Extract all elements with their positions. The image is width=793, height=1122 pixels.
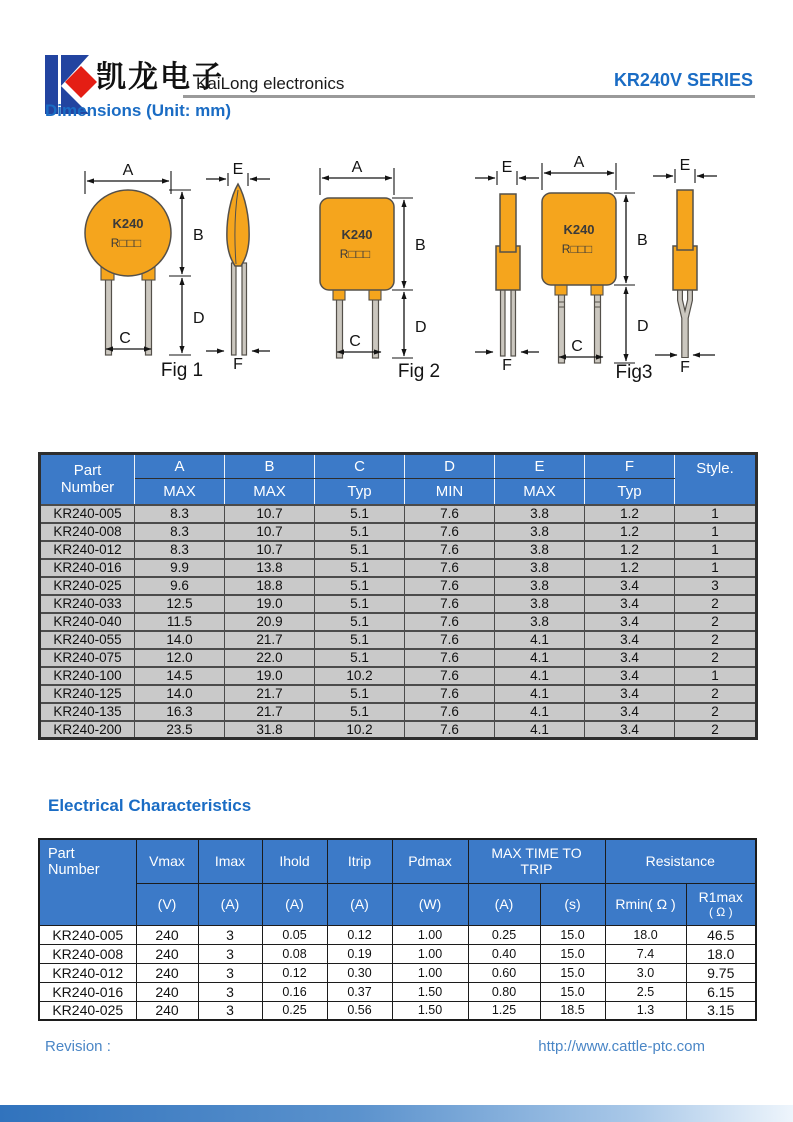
fig3-caption: Fig3 [615, 362, 653, 383]
part-number-cell: KR240-008 [40, 523, 135, 541]
data-cell: 3.15 [686, 1001, 756, 1020]
col-subheader-f: Typ [585, 479, 675, 505]
data-cell: 0.56 [327, 1001, 392, 1020]
lead [106, 274, 112, 355]
data-cell: 3.8 [495, 505, 585, 523]
dim-label-b: B [637, 232, 648, 249]
col-header-vmax: Vmax [136, 839, 198, 883]
data-cell: 1 [675, 523, 757, 541]
dim-label-f: F [233, 356, 243, 373]
component-body-rect [542, 193, 616, 285]
data-cell: 14.0 [135, 631, 225, 649]
data-cell: 15.0 [540, 963, 605, 982]
col-header-max-time-to-trip [468, 839, 605, 883]
data-cell: 1.2 [585, 541, 675, 559]
unit-r1max [686, 883, 756, 925]
col-header-number: Number [60, 479, 115, 497]
data-cell: 5.1 [315, 685, 405, 703]
unit-v: (V) [136, 883, 198, 925]
data-cell: 4.1 [495, 721, 585, 739]
table-row [40, 631, 757, 649]
table-row [40, 613, 757, 631]
marking-line2: R□□□ [561, 242, 593, 256]
data-cell: 1.25 [468, 1001, 540, 1020]
data-cell: 13.8 [225, 559, 315, 577]
table-row [40, 667, 757, 685]
data-cell: 3.4 [585, 631, 675, 649]
col-header-f: F [585, 454, 675, 479]
data-cell: 2 [675, 721, 757, 739]
data-cell: 1 [675, 559, 757, 577]
data-cell: 5.1 [315, 541, 405, 559]
data-cell: 0.12 [262, 963, 327, 982]
data-cell: 4.1 [495, 649, 585, 667]
data-cell: 7.6 [405, 595, 495, 613]
col-header-part: Part [73, 462, 102, 480]
data-cell: 3.8 [495, 523, 585, 541]
table-row [39, 944, 756, 963]
data-cell: 3.8 [495, 595, 585, 613]
table-row [39, 925, 756, 944]
data-cell: 3 [198, 944, 262, 963]
data-cell: 7.6 [405, 667, 495, 685]
data-cell: 0.08 [262, 944, 327, 963]
data-cell: 3.4 [585, 703, 675, 721]
col-header-itrip: Itrip [327, 839, 392, 883]
data-cell: 9.9 [135, 559, 225, 577]
marking-line2: R□□□ [110, 236, 142, 250]
dim-label-a: A [351, 159, 363, 176]
data-cell: 3 [675, 577, 757, 595]
data-cell: 16.3 [135, 703, 225, 721]
part-number-cell: KR240-075 [40, 649, 135, 667]
data-cell: 3.4 [585, 613, 675, 631]
data-cell: 3.8 [495, 541, 585, 559]
dim-label-c: C [349, 333, 361, 350]
dim-label-e: E [232, 161, 244, 178]
data-cell: 2 [675, 631, 757, 649]
component-body-disc [85, 190, 171, 276]
col-header-part: Part [48, 846, 75, 862]
data-cell: 7.6 [405, 577, 495, 595]
table-row [40, 559, 757, 577]
data-cell: 12.5 [135, 595, 225, 613]
data-cell: 2 [675, 649, 757, 667]
data-cell: 18.0 [686, 944, 756, 963]
data-cell: 0.05 [262, 925, 327, 944]
fig3-side-view [653, 157, 717, 376]
marking-line2: R□□□ [339, 247, 371, 261]
data-cell: 4.1 [495, 667, 585, 685]
table-row [39, 982, 756, 1001]
data-cell: 21.7 [225, 703, 315, 721]
fig2-side-view [475, 159, 539, 374]
table-row [39, 963, 756, 982]
col-subheader-b: MAX [225, 479, 315, 505]
data-cell: 6.15 [686, 982, 756, 1001]
data-cell: 2 [675, 685, 757, 703]
part-number-cell: KR240-025 [39, 1001, 136, 1020]
data-cell: 0.25 [262, 1001, 327, 1020]
data-cell: 3.8 [495, 559, 585, 577]
data-cell: 3.4 [585, 667, 675, 685]
part-number-cell: KR240-012 [39, 963, 136, 982]
data-cell: 15.0 [540, 982, 605, 1001]
data-cell: 18.0 [605, 925, 686, 944]
data-cell: 19.0 [225, 667, 315, 685]
marking-line1: K240 [112, 216, 144, 231]
fig3-front-view [542, 154, 652, 383]
dim-label-f: F [502, 357, 512, 374]
data-cell: 7.6 [405, 685, 495, 703]
data-cell: 3.4 [585, 721, 675, 739]
data-cell: 7.6 [405, 649, 495, 667]
data-cell: 7.6 [405, 703, 495, 721]
data-cell: 2 [675, 595, 757, 613]
data-cell: 4.1 [495, 631, 585, 649]
dim-label-e: E [679, 157, 691, 174]
marking-line1: K240 [563, 222, 595, 237]
data-cell: 10.7 [225, 523, 315, 541]
unit-w: (W) [392, 883, 468, 925]
component-body-rect [320, 198, 394, 290]
data-cell: 3 [198, 982, 262, 1001]
col-subheader-a: MAX [135, 479, 225, 505]
data-cell: 3.8 [495, 613, 585, 631]
unit-s: (s) [540, 883, 605, 925]
part-number-cell: KR240-005 [40, 505, 135, 523]
data-cell: 4.1 [495, 685, 585, 703]
bottom-bar [0, 1105, 793, 1122]
header-rule [183, 95, 755, 98]
data-cell: 5.1 [315, 649, 405, 667]
data-cell: 240 [136, 982, 198, 1001]
fig2-front-view [320, 159, 440, 382]
part-number-cell: KR240-016 [39, 982, 136, 1001]
data-cell: 14.0 [135, 685, 225, 703]
part-number-cell: KR240-125 [40, 685, 135, 703]
unit-a: (A) [327, 883, 392, 925]
data-cell: 5.1 [315, 631, 405, 649]
data-cell: 3.4 [585, 595, 675, 613]
data-cell: 1.2 [585, 559, 675, 577]
data-cell: 240 [136, 925, 198, 944]
table-row [39, 1001, 756, 1020]
dim-label-b: B [415, 237, 426, 254]
data-cell: 7.6 [405, 613, 495, 631]
part-number-cell: KR240-200 [40, 721, 135, 739]
company-name: KaiLong electronics [196, 74, 345, 93]
data-cell: 1.00 [392, 963, 468, 982]
revision-label: Revision : [45, 1038, 111, 1055]
data-cell: 10.7 [225, 505, 315, 523]
data-cell: 240 [136, 944, 198, 963]
col-header-part-number [40, 454, 135, 505]
data-cell: 9.6 [135, 577, 225, 595]
part-number-cell: KR240-040 [40, 613, 135, 631]
data-cell: 0.19 [327, 944, 392, 963]
data-cell: 240 [136, 1001, 198, 1020]
table-row [40, 523, 757, 541]
data-cell: 21.7 [225, 631, 315, 649]
dim-label-d: D [415, 319, 427, 336]
data-cell: 0.16 [262, 982, 327, 1001]
data-cell: 3.4 [585, 649, 675, 667]
data-cell: 5.1 [315, 703, 405, 721]
table-row [40, 577, 757, 595]
data-cell: 5.1 [315, 613, 405, 631]
col-header-ihold: Ihold [262, 839, 327, 883]
dim-label-f: F [680, 359, 690, 376]
dim-label-a: A [122, 162, 134, 179]
r1max-line2: ( Ω ) [708, 905, 733, 919]
dim-label-b: B [193, 227, 204, 244]
dimensions-section-title: Dimensions (Unit: mm) [45, 101, 232, 120]
table-row [40, 541, 757, 559]
dim-label-a: A [573, 154, 585, 171]
data-cell: 2.5 [605, 982, 686, 1001]
r1max-line1: R1max [698, 889, 743, 905]
table-row [40, 685, 757, 703]
series-title: KR240V SERIES [613, 70, 753, 90]
data-cell: 8.3 [135, 541, 225, 559]
data-cell: 7.6 [405, 541, 495, 559]
data-cell: 7.6 [405, 505, 495, 523]
data-cell: 31.8 [225, 721, 315, 739]
electrical-section-title: Electrical Characteristics [48, 796, 252, 815]
data-cell: 10.2 [315, 721, 405, 739]
table-row [40, 505, 757, 523]
data-cell: 2 [675, 613, 757, 631]
col-header-number: Number [48, 862, 100, 878]
data-cell: 7.6 [405, 631, 495, 649]
data-cell: 1.50 [392, 982, 468, 1001]
data-cell: 1.3 [605, 1001, 686, 1020]
data-cell: 5.1 [315, 505, 405, 523]
data-cell: 1.00 [392, 925, 468, 944]
data-cell: 14.5 [135, 667, 225, 685]
data-cell: 8.3 [135, 505, 225, 523]
data-cell: 46.5 [686, 925, 756, 944]
unit-rmin: Rmin( Ω ) [605, 883, 686, 925]
data-cell: 10.2 [315, 667, 405, 685]
dim-label-c: C [571, 338, 583, 355]
data-cell: 0.40 [468, 944, 540, 963]
data-cell: 20.9 [225, 613, 315, 631]
data-cell: 8.3 [135, 523, 225, 541]
part-number-cell: KR240-025 [40, 577, 135, 595]
col-header-a: A [135, 454, 225, 479]
unit-a: (A) [198, 883, 262, 925]
data-cell: 5.1 [315, 559, 405, 577]
col-header-imax: Imax [198, 839, 262, 883]
unit-a: (A) [468, 883, 540, 925]
col-header-e: E [495, 454, 585, 479]
data-cell: 15.0 [540, 925, 605, 944]
part-number-cell: KR240-005 [39, 925, 136, 944]
col-subheader-c: Typ [315, 479, 405, 505]
data-cell: 1.2 [585, 523, 675, 541]
data-cell: 1.00 [392, 944, 468, 963]
data-cell: 1 [675, 505, 757, 523]
fig2-caption: Fig 2 [397, 361, 441, 382]
part-number-cell: KR240-055 [40, 631, 135, 649]
data-cell: 0.37 [327, 982, 392, 1001]
data-cell: 18.5 [540, 1001, 605, 1020]
data-cell: 3.4 [585, 685, 675, 703]
data-cell: 1.50 [392, 1001, 468, 1020]
fig1-front-view [85, 162, 205, 381]
marking-line1: K240 [341, 227, 373, 242]
col-header-c: C [315, 454, 405, 479]
data-cell: 0.12 [327, 925, 392, 944]
data-cell: 22.0 [225, 649, 315, 667]
col-header-b: B [225, 454, 315, 479]
part-number-cell: KR240-012 [40, 541, 135, 559]
data-cell: 3 [198, 963, 262, 982]
dim-label-d: D [637, 318, 649, 335]
fig1-side-view [206, 161, 270, 373]
col-header-style: Style. [675, 454, 757, 505]
col-header-part-number [39, 839, 136, 925]
dim-label-e: E [501, 159, 513, 176]
part-number-cell: KR240-016 [40, 559, 135, 577]
data-cell: 3.0 [605, 963, 686, 982]
table-row [40, 721, 757, 739]
data-cell: 21.7 [225, 685, 315, 703]
table-row [40, 703, 757, 721]
mtt-line1: MAX TIME TO [491, 845, 582, 862]
data-cell: 0.30 [327, 963, 392, 982]
data-cell: 2 [675, 703, 757, 721]
data-cell: 3.8 [495, 577, 585, 595]
col-header-d: D [405, 454, 495, 479]
data-cell: 5.1 [315, 595, 405, 613]
data-cell: 3 [198, 925, 262, 944]
data-cell: 240 [136, 963, 198, 982]
part-number-cell: KR240-033 [40, 595, 135, 613]
component-side-profile [677, 190, 693, 250]
website-link[interactable]: http://www.cattle-ptc.com [538, 1038, 705, 1055]
lead [146, 274, 152, 355]
data-cell: 19.0 [225, 595, 315, 613]
component-side-profile [227, 184, 249, 266]
data-cell: 5.1 [315, 523, 405, 541]
data-cell: 7.4 [605, 944, 686, 963]
data-cell: 0.25 [468, 925, 540, 944]
data-cell: 9.75 [686, 963, 756, 982]
data-cell: 7.6 [405, 721, 495, 739]
data-cell: 11.5 [135, 613, 225, 631]
data-cell: 7.6 [405, 523, 495, 541]
data-cell: 1 [675, 541, 757, 559]
part-number-cell: KR240-100 [40, 667, 135, 685]
data-cell: 12.0 [135, 649, 225, 667]
data-cell: 1.2 [585, 505, 675, 523]
data-cell: 0.80 [468, 982, 540, 1001]
table-row [40, 649, 757, 667]
unit-a: (A) [262, 883, 327, 925]
dim-label-d: D [193, 310, 205, 327]
fig1-caption: Fig 1 [160, 360, 204, 381]
data-cell: 1 [675, 667, 757, 685]
table-row [40, 595, 757, 613]
data-cell: 23.5 [135, 721, 225, 739]
dimension-figures [55, 148, 755, 393]
data-cell: 0.60 [468, 963, 540, 982]
company-name-chinese: 凯龙电子 [96, 60, 224, 95]
electrical-table [38, 838, 757, 1021]
component-side-profile [500, 194, 516, 252]
data-cell: 4.1 [495, 703, 585, 721]
data-cell: 10.7 [225, 541, 315, 559]
data-cell: 18.8 [225, 577, 315, 595]
data-cell: 15.0 [540, 944, 605, 963]
data-cell: 3 [198, 1001, 262, 1020]
data-cell: 7.6 [405, 559, 495, 577]
dimensions-table [38, 452, 758, 740]
col-subheader-e: MAX [495, 479, 585, 505]
data-cell: 5.1 [315, 577, 405, 595]
data-cell: 3.4 [585, 577, 675, 595]
mtt-line2: TRIP [520, 861, 553, 878]
col-header-resistance: Resistance [605, 839, 756, 883]
col-subheader-d: MIN [405, 479, 495, 505]
part-number-cell: KR240-008 [39, 944, 136, 963]
col-header-pdmax: Pdmax [392, 839, 468, 883]
part-number-cell: KR240-135 [40, 703, 135, 721]
dim-label-c: C [119, 330, 131, 347]
